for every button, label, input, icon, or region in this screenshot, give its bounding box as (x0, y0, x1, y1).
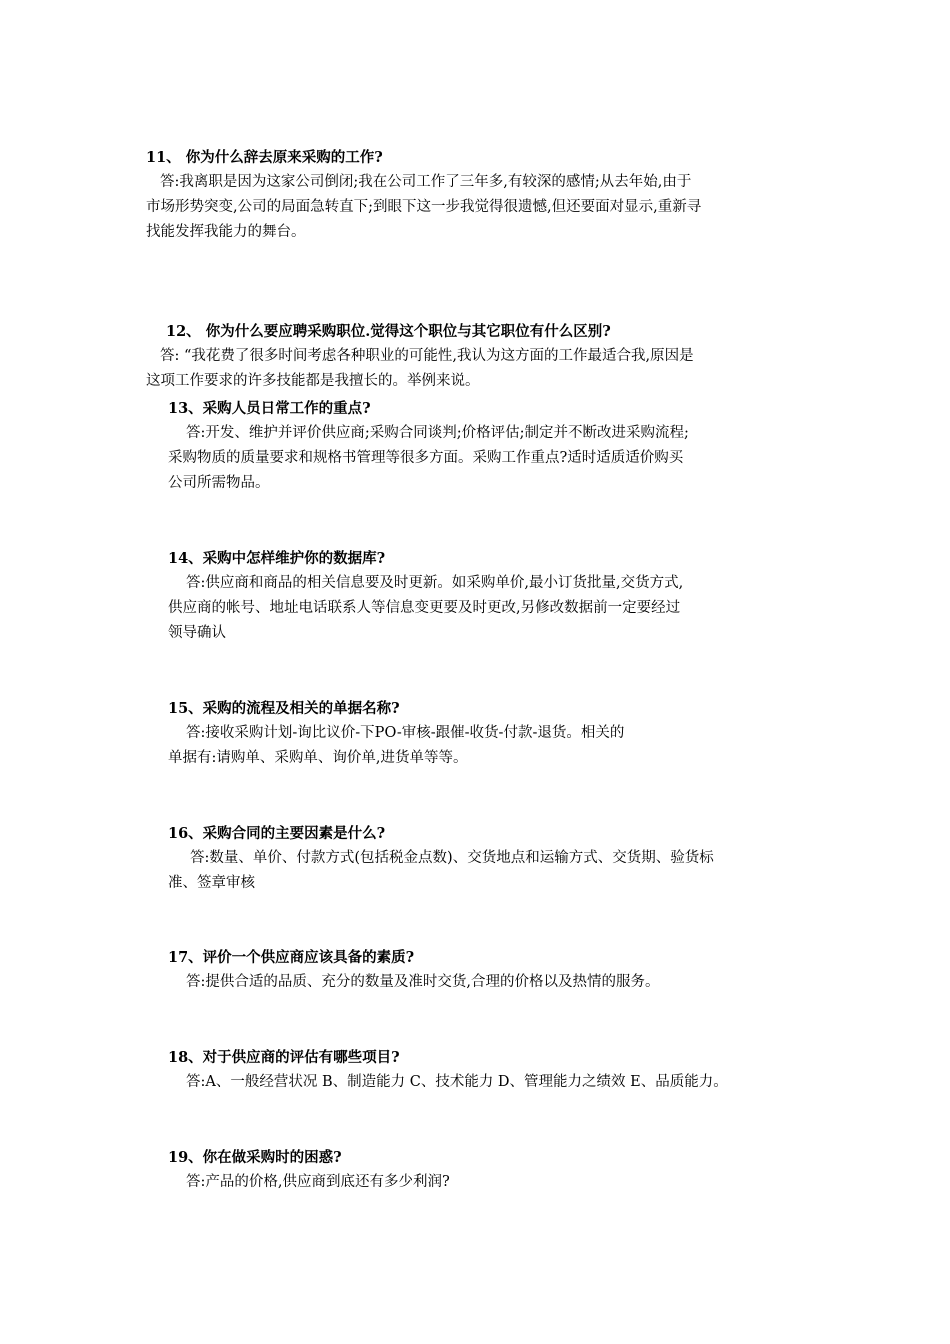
answer-16 (168, 846, 714, 896)
answer-19 (168, 1170, 450, 1195)
answer-line: 市场形势突变,公司的局面急转直下;到眼下这一步我觉得很遗憾,但还要面对显示,重新寻 (146, 199, 702, 215)
answer-17 (168, 970, 660, 995)
question-13: 13、采购人员日常工作的重点? (168, 400, 371, 417)
qa-item-13 (168, 397, 689, 496)
qa-item-14 (168, 547, 683, 646)
qa-item-12 (146, 320, 694, 394)
answer-line: 这项工作要求的许多技能都是我擅长的。举例来说。 (146, 373, 480, 389)
answer-line: 答:供应商和商品的相关信息要及时更新。如采购单价,最小订货批量,交货方式, (186, 575, 684, 591)
qa-item-19 (168, 1146, 450, 1195)
question-17: 17、评价一个供应商应该具备的素质? (168, 949, 415, 966)
question-14: 14、采购中怎样维护你的数据库? (168, 550, 386, 567)
answer-line: 领导确认 (168, 625, 226, 641)
qa-item-16 (168, 822, 714, 896)
answer-line: 找能发挥我能力的舞台。 (146, 224, 306, 240)
answer-line: 答: “我花费了很多时间考虑各种职业的可能性,我认为这方面的工作最适合我,原因是 (160, 348, 694, 364)
question-16: 16、采购合同的主要因素是什么? (168, 825, 386, 842)
answer-line: 答:A、一般经营状况 B、制造能力 C、技术能力 D、管理能力之绩效 E、品质能力。 (186, 1074, 728, 1090)
answer-line: 答:产品的价格,供应商到底还有多少利润? (186, 1174, 450, 1190)
question-11: 11、 你为什么辞去原来采购的工作? (146, 149, 383, 166)
question-15: 15、采购的流程及相关的单据名称? (168, 700, 400, 717)
answer-line: 供应商的帐号、地址电话联系人等信息变更要及时更改,另修改数据前一定要经过 (168, 600, 681, 616)
answer-18 (168, 1070, 728, 1095)
question-12: 12、 你为什么要应聘采购职位.觉得这个职位与其它职位有什么区别? (166, 323, 611, 340)
answer-15 (168, 721, 624, 771)
answer-13 (168, 421, 689, 496)
answer-line: 单据有:请购单、采购单、询价单,进货单等等。 (168, 750, 468, 766)
qa-item-17 (168, 946, 660, 995)
answer-line: 准、签章审核 (168, 875, 255, 891)
answer-line: 答:我离职是因为这家公司倒闭;我在公司工作了三年多,有较深的感情;从去年始,由于 (160, 174, 692, 190)
answer-line: 答:提供合适的品质、充分的数量及准时交货,合理的价格以及热情的服务。 (186, 974, 660, 990)
qa-item-15 (168, 697, 624, 771)
answer-line: 答:接收采购计划-询比议价-下PO-审核-跟催-收货-付款-退货。相关的 (186, 725, 625, 741)
qa-item-11 (146, 146, 701, 245)
answer-line: 公司所需物品。 (168, 475, 270, 491)
answer-line: 答:开发、维护并评价供应商;采购合同谈判;价格评估;制定并不断改进采购流程; (186, 425, 689, 441)
question-19: 19、你在做采购时的困惑? (168, 1149, 342, 1166)
answer-line: 采购物质的质量要求和规格书管理等很多方面。采购工作重点?适时适质适价购买 (168, 450, 684, 466)
answer-14 (168, 571, 683, 646)
qa-item-18 (168, 1046, 728, 1095)
answer-line: 答:数量、单价、付款方式(包括税金点数)、交货地点和运输方式、交货期、验货标 (190, 850, 714, 866)
question-18: 18、对于供应商的评估有哪些项目? (168, 1049, 400, 1066)
answer-11 (146, 170, 701, 245)
answer-12 (146, 344, 694, 394)
